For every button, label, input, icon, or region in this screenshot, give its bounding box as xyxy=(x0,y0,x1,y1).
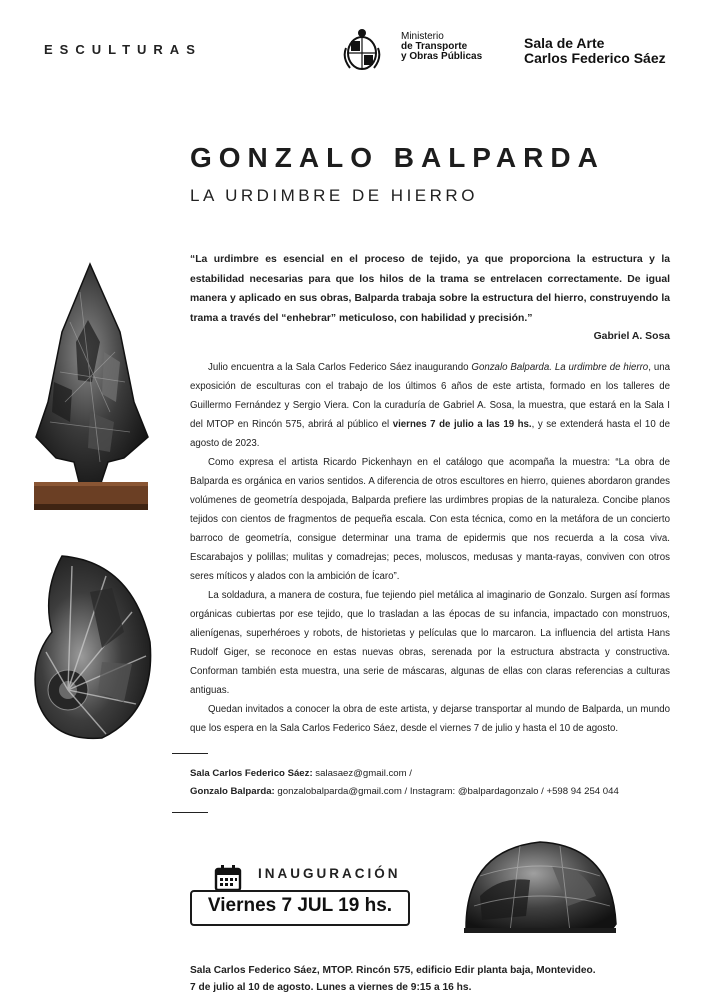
contact-line-sala xyxy=(190,768,412,779)
ministry-line-2: de Transporte xyxy=(401,41,468,52)
body-p1-part-a: Julio encuentra a la Sala Carlos Federico Sáez inaugurando xyxy=(208,362,472,373)
calendar-icon xyxy=(214,864,242,892)
exhibition-subtitle: LA URDIMBRE DE HIERRO xyxy=(190,186,478,205)
inauguration-label: INAUGURACIÓN xyxy=(258,866,401,881)
sala-brand xyxy=(524,36,666,66)
body-paragraph-3: La soldadura, a manera de costura, fue tejiendo piel metálica al imaginario de Gonzalo. Surgen así formas orgánicas cubiertas por ese tejido, que lo trasladan a las épocas de su infancia, impactado con monstruos, alienígenas, superhéroes y robots, de historietas y películas que lo marcaron. La influencia del artista Hans Rudolf Giger, se reconoce en estas nuevas obras, serenada por la estructura abstracta y constructiva. Conforman también esta muestra, una serie de máscaras, algunas de ellas con claras referencias a culturas antiguas. xyxy=(190,590,670,696)
body-p1-opening-time: viernes 7 de julio a las 19 hs. xyxy=(392,419,532,430)
ministry-line-1: Ministerio xyxy=(401,31,444,42)
section-label: ESCULTURAS xyxy=(44,42,202,57)
ministry-logo-text xyxy=(401,32,482,62)
body-paragraph-1 xyxy=(190,358,670,453)
ministry-line-3: y Obras Públicas xyxy=(401,51,483,62)
contacts-divider-bottom xyxy=(172,812,208,813)
contact-artist-label: Gonzalo Balparda: xyxy=(190,786,275,797)
sculpture-arrowhead-image xyxy=(30,262,152,512)
body-paragraph-4: Quedan invitados a conocer la obra de este artista, y dejarse transportar al mundo de Balparda, un mundo que los espera en la Sala Carlos Federico Sáez, desde el viernes 7 de julio y hasta el 10 de agosto. xyxy=(190,704,670,734)
body-p1-exhibition-name: Gonzalo Balparda. La urdimbre de hierro xyxy=(471,362,649,373)
contacts-divider-top xyxy=(172,753,208,754)
contact-sala-value: salasaez@gmail.com / xyxy=(312,768,412,779)
press-release-body xyxy=(190,358,670,738)
sala-brand-line-1: Sala de Arte xyxy=(524,35,605,51)
quote-author: Gabriel A. Sosa xyxy=(593,331,670,342)
address-line-2: 7 de julio al 10 de agosto. Lunes a viernes de 9:15 a 16 hs. xyxy=(190,982,472,993)
artist-title: GONZALO BALPARDA xyxy=(190,142,605,173)
sculpture-nautilus-image xyxy=(32,552,156,742)
sculpture-dome-image xyxy=(460,836,620,936)
body-p1-part-b: , una exposición de esculturas con el trabajo de los últimos 6 años de este artista, formado en los talleres de Guillermo Fernández y Sergio Viera. Con la curaduría de Gabriel A. Sosa, la muestra, que estará en la Sala I del MTOP en Rincón 575, abrirá al público el xyxy=(190,362,670,430)
venue-address xyxy=(190,962,596,996)
contact-sala-label: Sala Carlos Federico Sáez: xyxy=(190,768,313,779)
body-paragraph-2: Como expresa el artista Ricardo Pickenhayn en el catálogo que acompaña la muestra: “La obra de Balparda es orgánica en varios sentidos. A diferencia de otros escultores en hierro, quienes abordaron grandes volúmenes de geometría despojada, Balparda prefiere las urdimbres propias de la naturaleza. Concibe planos tejidos con cientos de fragmentos de pequeña escala. Con esta técnica, como en la metáfora de un concierto barroco de geometría, consigue determinar una trama de epidermis que nos recuerda a la cosa viva. Escarabajos y polillas; mulitas y comadrejas; peces, moluscos, medusas y manta-rayas, conviven con otros seres míticos y alados con la ambición de Ícaro”. xyxy=(190,457,670,582)
curator-quote: “La urdimbre es esencial en el proceso de tejido, ya que proporciona la estructura y la estabilidad necesarias para que los hilos de la trama se entrelacen correctamente. De igual manera y aplicado en sus obras, Balparda trabaja sobre la estructura del hierro, construyendo la trama a través del “enhebrar” meticuloso, con habilidad y precisión.” xyxy=(190,254,670,324)
contact-artist-value: gonzalobalparda@gmail.com / Instagram: @balpardagonzalo / +598 94 254 044 xyxy=(274,786,619,797)
sala-brand-line-2: Carlos Federico Sáez xyxy=(524,50,666,66)
body-p1-part-c: , y se extenderá hasta el 10 de agosto de 2023. xyxy=(190,419,671,449)
inauguration-date: Viernes 7 JUL 19 hs. xyxy=(207,895,393,916)
contact-line-artist xyxy=(190,786,619,797)
address-line-1: Sala Carlos Federico Sáez, MTOP. Rincón 575, edificio Edir planta baja, Montevideo. xyxy=(190,965,596,976)
uruguay-seal-icon xyxy=(342,28,382,74)
